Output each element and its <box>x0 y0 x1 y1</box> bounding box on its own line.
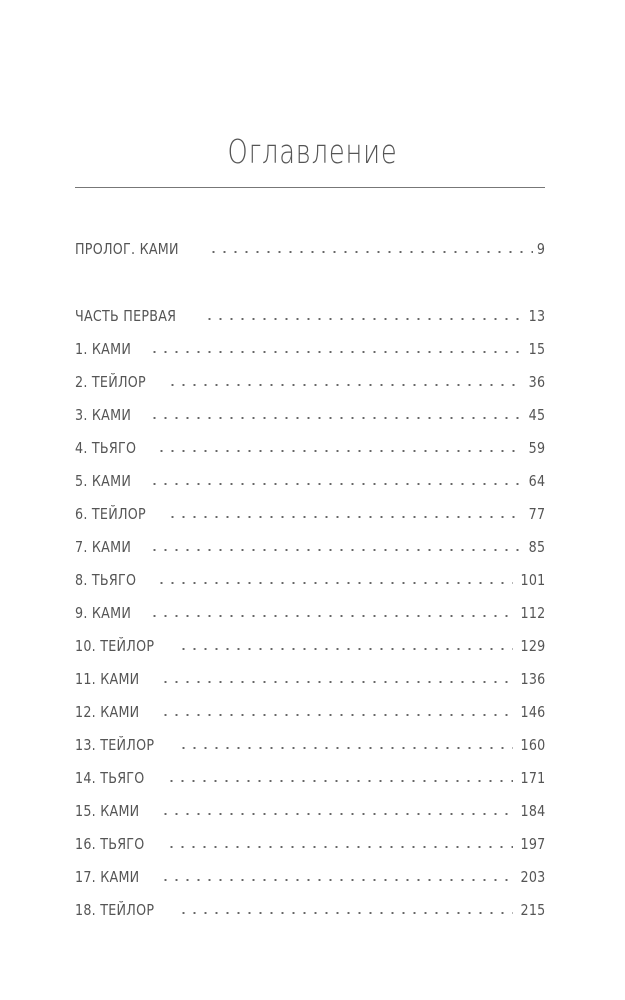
toc-entry-page: 112 <box>519 604 545 622</box>
toc-entry[interactable] <box>75 466 545 490</box>
toc-entry-title: 3. КАМИ <box>75 406 132 424</box>
toc-entry-page: 15 <box>528 340 545 358</box>
dot-leader <box>160 879 513 881</box>
dot-leader <box>167 384 522 386</box>
toc-entry-page: 197 <box>519 835 545 853</box>
toc-entry-page: 215 <box>519 901 545 919</box>
toc-entry[interactable] <box>75 829 545 853</box>
toc-entry-page: 36 <box>528 373 545 391</box>
toc-entry-page: 136 <box>519 670 545 688</box>
toc-entry-title: ПРОЛОГ. КАМИ <box>75 240 179 258</box>
toc-entry-page: 184 <box>519 802 545 820</box>
dot-leader <box>149 417 522 419</box>
toc-entry[interactable] <box>75 334 545 358</box>
toc-entry-page: 171 <box>519 769 545 787</box>
toc-entry-page: 146 <box>519 703 545 721</box>
page-title: Оглавление <box>227 132 398 171</box>
toc-entry[interactable] <box>75 234 545 258</box>
toc-entry-title: 1. КАМИ <box>75 340 132 358</box>
dot-leader <box>208 251 533 253</box>
dot-leader <box>160 681 513 683</box>
toc-entry-title: 16. ТЬЯГО <box>75 835 145 853</box>
toc-entry-title: 14. ТЬЯГО <box>75 769 145 787</box>
toc-entry-page: 9 <box>536 240 545 258</box>
toc-entry-title: 11. КАМИ <box>75 670 140 688</box>
toc-entry-title: 5. КАМИ <box>75 472 132 490</box>
toc-entry[interactable] <box>75 697 545 721</box>
toc-entry-title: 2. ТЕЙЛОР <box>75 373 146 391</box>
toc-entry-page: 129 <box>519 637 545 655</box>
dot-leader <box>167 516 522 518</box>
toc-entry-title: 8. ТЬЯГО <box>75 571 137 589</box>
toc-entry-title: 4. ТЬЯГО <box>75 439 137 457</box>
title-divider <box>75 187 545 188</box>
toc-entry[interactable] <box>75 301 545 325</box>
toc-entry[interactable] <box>75 796 545 820</box>
toc-entry[interactable] <box>75 664 545 688</box>
toc-entry[interactable] <box>75 763 545 787</box>
toc-entry-page: 85 <box>528 538 545 556</box>
toc-entry-title: 9. КАМИ <box>75 604 132 622</box>
toc-entry[interactable] <box>75 895 545 919</box>
toc-entry-page: 13 <box>528 307 545 325</box>
toc-entry[interactable] <box>75 532 545 556</box>
toc-entry-title: 17. КАМИ <box>75 868 140 886</box>
toc-entry[interactable] <box>75 565 545 589</box>
toc-entry[interactable] <box>75 367 545 391</box>
toc-entry-page: 77 <box>528 505 545 523</box>
dot-leader <box>178 747 513 749</box>
toc-entry[interactable] <box>75 433 545 457</box>
toc-entry-page: 59 <box>528 439 545 457</box>
dot-leader <box>156 450 523 452</box>
dot-leader <box>166 780 513 782</box>
toc-entry-title: 6. ТЕЙЛОР <box>75 505 146 523</box>
toc-entry-page: 203 <box>519 868 545 886</box>
toc-entry-page: 45 <box>528 406 545 424</box>
dot-leader <box>156 582 513 584</box>
toc-entry-title: 12. КАМИ <box>75 703 140 721</box>
toc-entry[interactable] <box>75 499 545 523</box>
toc-entry-title: 10. ТЕЙЛОР <box>75 637 155 655</box>
toc-entry-title: 7. КАМИ <box>75 538 132 556</box>
toc-entry-title: 15. КАМИ <box>75 802 140 820</box>
toc-entry[interactable] <box>75 400 545 424</box>
dot-leader <box>178 912 513 914</box>
dot-leader <box>160 813 513 815</box>
toc-entry-title: ЧАСТЬ ПЕРВАЯ <box>75 307 177 325</box>
dot-leader <box>160 714 513 716</box>
dot-leader <box>149 615 512 617</box>
toc-entry[interactable] <box>75 730 545 754</box>
dot-leader <box>204 318 522 320</box>
dot-leader <box>149 351 522 353</box>
dot-leader <box>166 846 513 848</box>
dot-leader <box>149 483 522 485</box>
toc-entry-title: 18. ТЕЙЛОР <box>75 901 155 919</box>
dot-leader <box>178 648 513 650</box>
toc-entry[interactable] <box>75 862 545 886</box>
toc-entry[interactable] <box>75 598 545 622</box>
toc-entry-page: 101 <box>519 571 545 589</box>
toc-entry-page: 64 <box>528 472 545 490</box>
dot-leader <box>149 549 522 551</box>
toc-entry-title: 13. ТЕЙЛОР <box>75 736 155 754</box>
toc-entry[interactable] <box>75 631 545 655</box>
toc-entry-page: 160 <box>519 736 545 754</box>
